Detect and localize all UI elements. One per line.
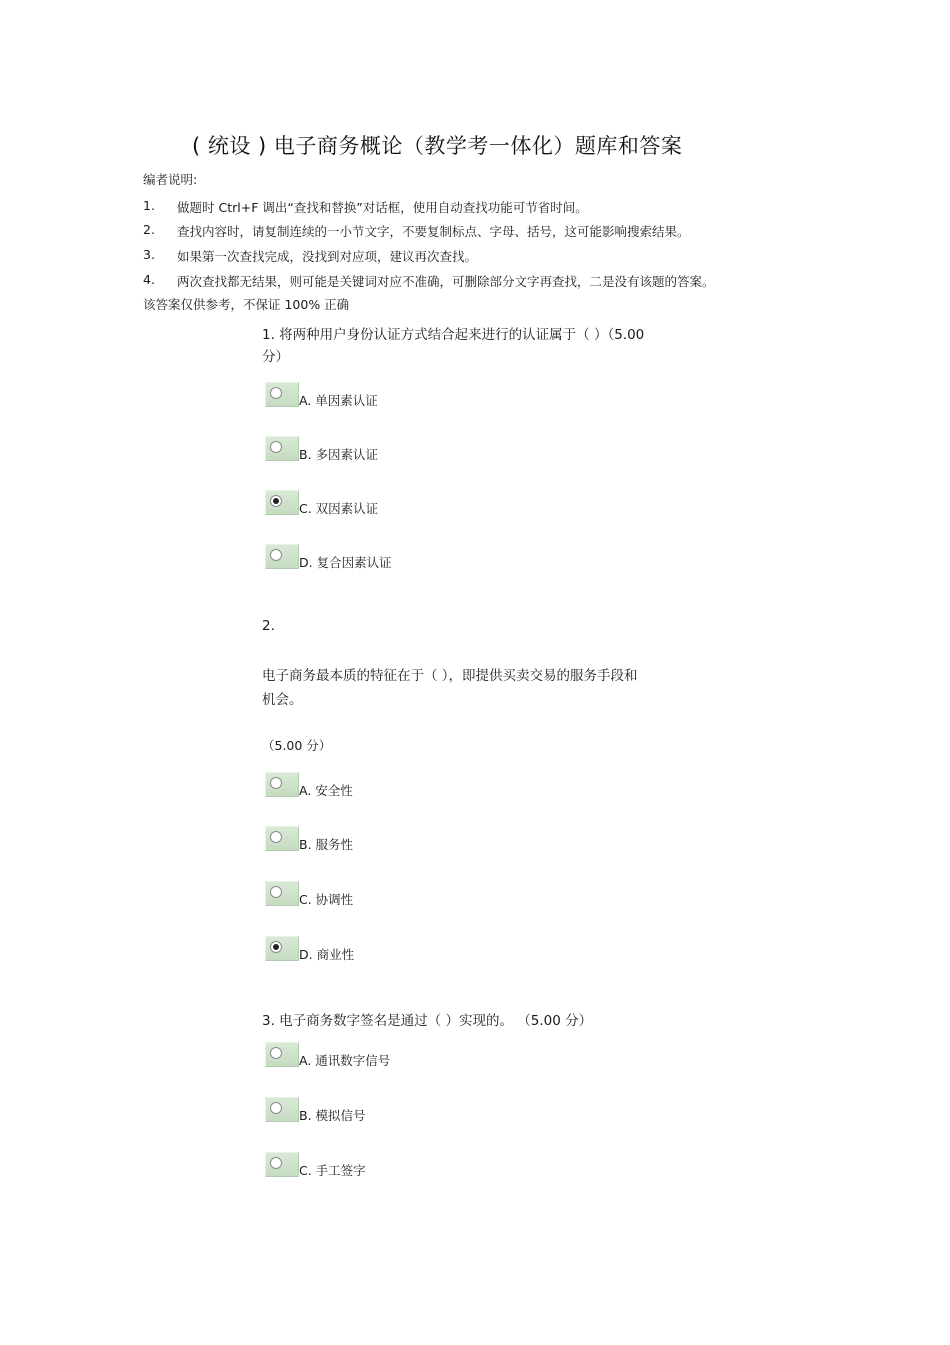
question-text: 1. 将两种用户身份认证方式结合起来进行的认证属于（ ）（5.00: [262, 327, 645, 343]
radio-button[interactable]: [265, 436, 299, 461]
radio-circle-icon: [270, 441, 282, 453]
disclaimer: 该答案仅供参考，不保证 100% 正确: [143, 297, 350, 312]
radio-circle-icon: [270, 886, 282, 898]
question-number: 2.: [262, 618, 275, 634]
option-label: D. 复合因素认证: [299, 555, 392, 570]
option-label: C. 协调性: [299, 892, 354, 907]
radio-button[interactable]: [265, 1097, 299, 1122]
radio-button[interactable]: [265, 544, 299, 569]
radio-circle-icon: [270, 777, 282, 789]
radio-circle-icon: [270, 1047, 282, 1059]
note-number: 2.: [143, 222, 155, 237]
question-text: 3. 电子商务数字签名是通过（ ）实现的。 （5.00 分）: [262, 1013, 593, 1029]
option-label: A. 通讯数字信号: [299, 1053, 391, 1068]
option-label: B. 多因素认证: [299, 447, 379, 462]
editor-heading: 编者说明:: [143, 172, 198, 187]
radio-button[interactable]: [265, 881, 299, 906]
radio-circle-icon: [270, 549, 282, 561]
radio-button[interactable]: [265, 772, 299, 797]
option-label: A. 安全性: [299, 783, 353, 798]
page-title: ( 统设 ) 电子商务概论（教学考一体化）题库和答案: [192, 134, 683, 158]
radio-button[interactable]: [265, 826, 299, 851]
note-number: 1.: [143, 198, 155, 213]
option-label: D. 商业性: [299, 947, 355, 962]
question-text-cont: 机会。: [262, 692, 303, 708]
option-label: C. 双因素认证: [299, 501, 379, 516]
radio-circle-icon: [270, 831, 282, 843]
question-text: 电子商务最本质的特征在于（ ），即提供买卖交易的服务手段和: [262, 668, 638, 684]
radio-button[interactable]: [265, 490, 299, 515]
note-number: 4.: [143, 272, 155, 287]
question-score: （5.00 分）: [262, 738, 332, 753]
option-label: B. 模拟信号: [299, 1108, 366, 1123]
note-text: 查找内容时，请复制连续的一小节文字，不要复制标点、字母、括号，这可能影响搜索结果。: [177, 224, 690, 239]
radio-button[interactable]: [265, 382, 299, 407]
radio-checked-icon: [270, 941, 282, 953]
radio-circle-icon: [270, 387, 282, 399]
note-text: 做题时 Ctrl+F 调出“查找和替换”对话框，使用自动查找功能可节省时间。: [177, 200, 588, 215]
radio-button[interactable]: [265, 936, 299, 961]
radio-button[interactable]: [265, 1042, 299, 1067]
note-number: 3.: [143, 247, 155, 262]
option-label: A. 单因素认证: [299, 393, 378, 408]
option-label: C. 手工签字: [299, 1163, 366, 1178]
radio-checked-icon: [270, 495, 282, 507]
question-text-cont: 分）: [262, 349, 289, 365]
radio-circle-icon: [270, 1102, 282, 1114]
radio-circle-icon: [270, 1157, 282, 1169]
radio-button[interactable]: [265, 1152, 299, 1177]
option-label: B. 服务性: [299, 837, 354, 852]
note-text: 两次查找都无结果，则可能是关键词对应不准确，可删除部分文字再查找，二是没有该题的答案。: [177, 274, 715, 289]
note-text: 如果第一次查找完成，没找到对应项，建议再次查找。: [177, 249, 478, 264]
